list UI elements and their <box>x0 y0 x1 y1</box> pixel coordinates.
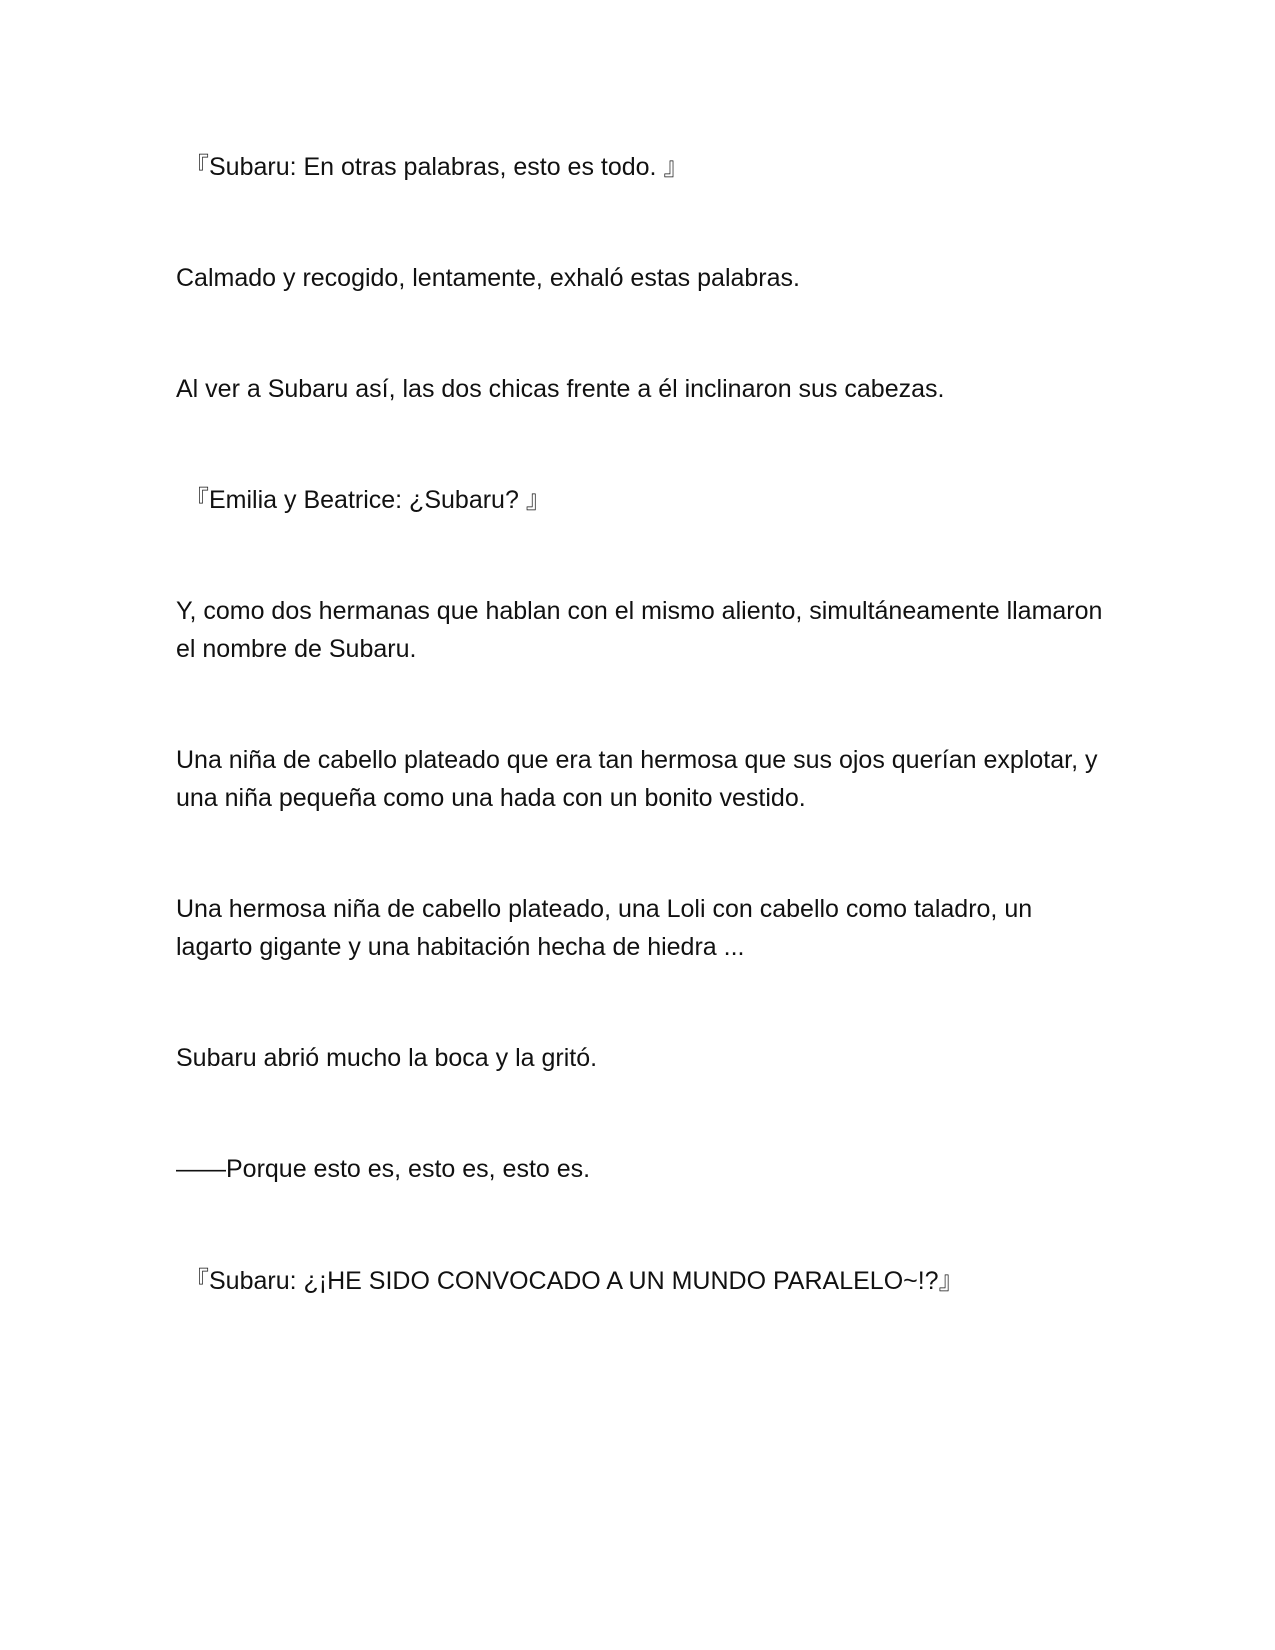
dialogue-line-emilia-beatrice: 『Emilia y Beatrice: ¿Subaru? 』 <box>184 486 551 514</box>
narration-paragraph: Calmado y recogido, lentamente, exhaló estas palabras. <box>176 264 800 292</box>
narration-paragraph: Una hermosa niña de cabello plateado, una Loli con cabello como taladro, un lagarto gigante y una habitación hecha de hiedra ... <box>176 895 1033 961</box>
narration-paragraph: Al ver a Subaru así, las dos chicas frente a él inclinaron sus cabezas. <box>176 375 945 403</box>
narration-paragraph: Y, como dos hermanas que hablan con el mismo aliento, simultáneamente llamaron el nombre de Subaru. <box>176 597 1103 663</box>
dialogue-line-subaru-shout: 『Subaru: ¿¡HE SIDO CONVOCADO A UN MUNDO PARALELO~!?』 <box>184 1267 964 1295</box>
narration-paragraph: Subaru abrió mucho la boca y la gritó. <box>176 1044 598 1072</box>
narration-paragraph: ——Porque esto es, esto es, esto es. <box>176 1155 591 1183</box>
narration-paragraph: Una niña de cabello plateado que era tan hermosa que sus ojos querían explotar, y una niña pequeña como una hada con un bonito vestido. <box>176 746 1098 812</box>
dialogue-line-subaru: 『Subaru: En otras palabras, esto es todo. 』 <box>184 153 689 181</box>
